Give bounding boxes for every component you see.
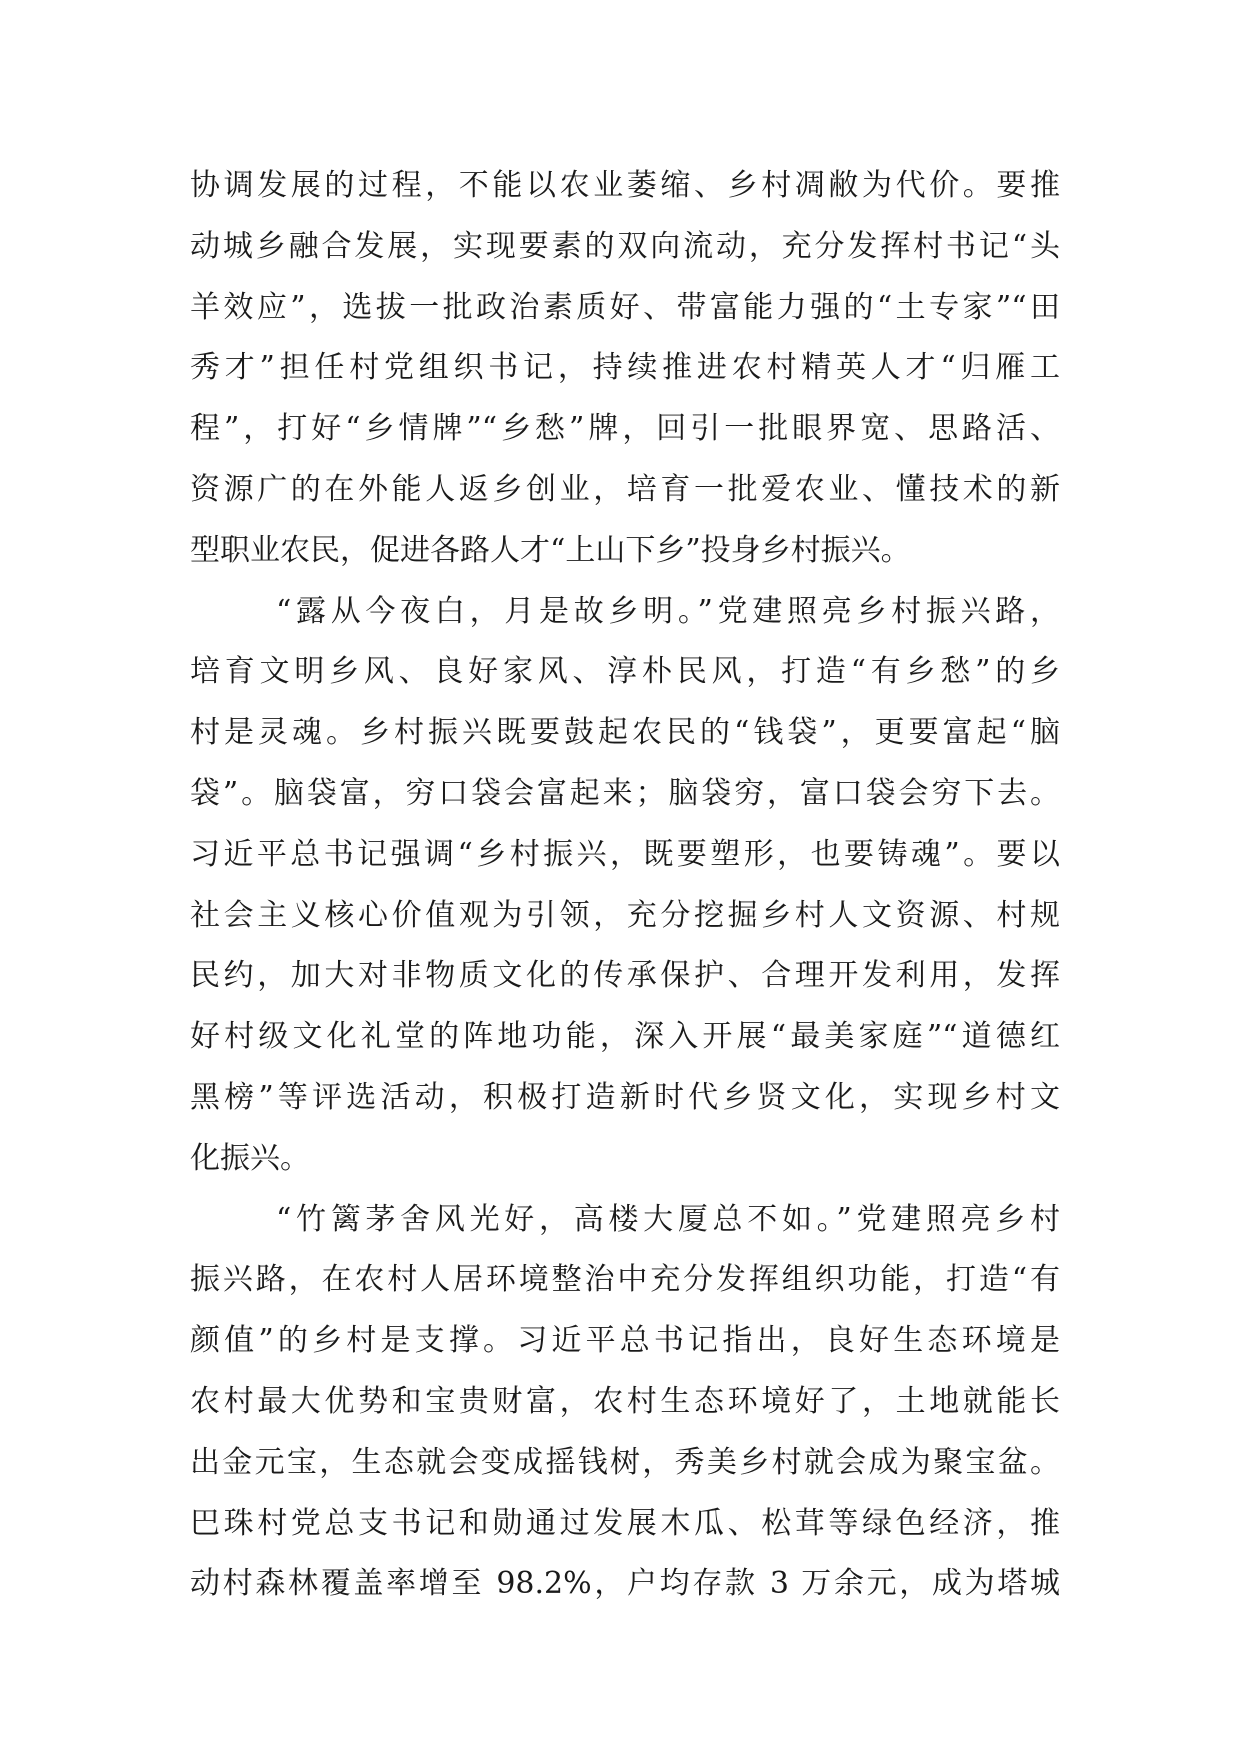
paragraph-1-line-1: 协调发展的过程，不能以农业萎缩、乡村凋敝为代价。要推 xyxy=(190,168,1060,203)
paragraph-1-line-4: 秀才”担任村党组织书记，持续推进农村精英人才“归雁工 xyxy=(190,350,1060,386)
paragraph-3-line-5: 出金元宝，生态就会变成摇钱树，秀美乡村就会成为聚宝盆。 xyxy=(190,1444,1060,1480)
paragraph-3-line-3: 颜值”的乡村是支撑。习近平总书记指出，良好生态环境是 xyxy=(190,1323,1060,1359)
paragraph-1-line-3: 羊效应”，选拔一批政治素质好、带富能力强的“土专家”“田 xyxy=(190,289,1060,325)
paragraph-2-line-4: 袋”。脑袋富，穷口袋会富起来；脑袋穷，富口袋会穷下去。 xyxy=(190,775,1060,811)
paragraph-2-line-1: “露从今夜白，月是故乡明。”党建照亮乡村振兴路， xyxy=(276,593,1060,629)
paragraph-3-line-6: 巴珠村党总支书记和勋通过发展木瓜、松茸等绿色经济，推 xyxy=(190,1505,1060,1541)
paragraph-2-line-8: 好村级文化礼堂的阵地功能，深入开展“最美家庭”“道德红 xyxy=(190,1019,1060,1055)
paragraph-2-line-7: 民约，加大对非物质文化的传承保护、合理开发利用，发挥 xyxy=(190,958,1060,994)
paragraph-1-line-2: 动城乡融合发展，实现要素的双向流动，充分发挥村书记“头 xyxy=(190,228,1060,264)
paragraph-1-line-6: 资源广的在外能人返乡创业，培育一批爱农业、懂技术的新 xyxy=(190,471,1060,507)
body-text xyxy=(190,156,1060,1615)
paragraph-3-line-7: 动村森林覆盖率增至 98.2%，户均存款 3 万余元，成为塔城 xyxy=(190,1566,1060,1602)
paragraph-3-line-2: 振兴路，在农村人居环境整治中充分发挥组织功能，打造“有 xyxy=(190,1262,1060,1298)
paragraph-3-line-1: “竹篱茅舍风光好，高楼大厦总不如。”党建照亮乡村 xyxy=(276,1201,1060,1237)
paragraph-2-line-3: 村是灵魂。乡村振兴既要鼓起农民的“钱袋”，更要富起“脑 xyxy=(190,715,1060,751)
paragraph-2-line-6: 社会主义核心价值观为引领，充分挖掘乡村人文资源、村规 xyxy=(190,897,1060,933)
paragraph-2-line-10: 化振兴。 xyxy=(190,1140,310,1176)
paragraph-2-line-5: 习近平总书记强调“乡村振兴，既要塑形，也要铸魂”。要以 xyxy=(190,836,1060,872)
paragraph-1-line-5: 程”，打好“乡情牌”“乡愁”牌，回引一批眼界宽、思路活、 xyxy=(190,411,1060,447)
paragraph-2-line-2: 培育文明乡风、良好家风、淳朴民风，打造“有乡愁”的乡 xyxy=(190,654,1060,690)
paragraph-1-line-7: 型职业农民，促进各路人才“上山下乡”投身乡村振兴。 xyxy=(190,532,911,568)
paragraph-2-line-9: 黑榜”等评选活动，积极打造新时代乡贤文化，实现乡村文 xyxy=(190,1079,1060,1115)
paragraph-3-line-4: 农村最大优势和宝贵财富，农村生态环境好了，土地就能长 xyxy=(190,1383,1060,1419)
